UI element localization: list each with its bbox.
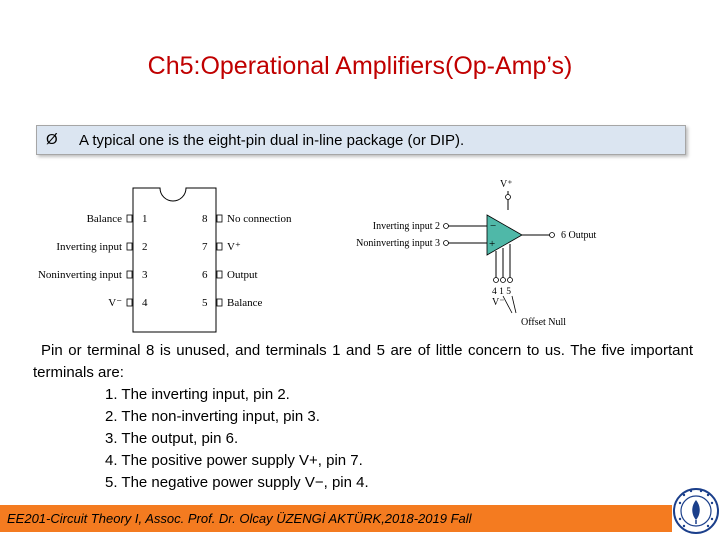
dip-pin-number-3: 3 xyxy=(142,269,148,281)
callout-box xyxy=(36,125,686,155)
opamp-minus-sign: − xyxy=(490,220,497,232)
opamp-vplus-label: V⁺ xyxy=(500,179,513,190)
body-paragraph: Pin or terminal 8 is unused, and terminals 1 and 5 are of little concern to us. The five important terminals are: xyxy=(33,342,693,381)
arrow-bullet-icon: Ø xyxy=(46,131,58,148)
body-text xyxy=(33,340,693,494)
dip-pin-2 xyxy=(127,243,132,250)
dip-pin-3 xyxy=(127,271,132,278)
dip-right-label-8: No connection xyxy=(227,213,292,225)
opamp-inverting-label: Inverting input 2 xyxy=(372,221,440,232)
pin-list-item-5: 5. The negative power supply V−, pin 4. xyxy=(105,474,369,491)
dip-pin-number-7: 7 xyxy=(202,241,208,253)
opamp-symbol-diagram xyxy=(340,175,610,335)
dip-left-label-1: Balance xyxy=(86,213,122,225)
dip-right-label-7: V⁺ xyxy=(227,241,241,253)
dip-pin-number-4: 4 xyxy=(142,297,148,309)
dip-left-label-3: Noninverting input xyxy=(37,269,122,281)
dip-pin-1 xyxy=(127,215,132,222)
dip-left-label-2: Inverting input xyxy=(56,241,122,253)
opamp-noninverting-label: Noninverting input 3 xyxy=(356,238,440,249)
dip-package-diagram xyxy=(20,180,330,340)
pin-list-item-2: 2. The non-inverting input, pin 3. xyxy=(105,408,320,425)
callout-text: A typical one is the eight-pin dual in-line package (or DIP). xyxy=(79,132,465,149)
opamp-bottom-pins: 4 1 5 xyxy=(492,287,511,297)
footer-bar xyxy=(0,505,672,532)
dip-pin-8 xyxy=(217,215,222,222)
slide-title: Ch5:Operational Amplifiers(Op-Amp’s) xyxy=(147,52,573,80)
dip-pin-7 xyxy=(217,243,222,250)
opamp-plus-sign: + xyxy=(489,238,496,250)
footer-text: EE201-Circuit Theory I, Assoc. Prof. Dr. Olcay ÜZENGİ AKTÜRK,2018-2019 Fall xyxy=(7,511,472,526)
opamp-vminus-label: V⁻ xyxy=(492,297,505,308)
dip-pin-4 xyxy=(127,299,132,306)
opamp-output-label: 6 Output xyxy=(561,230,597,241)
opamp-offset-null-label: Offset Null xyxy=(521,317,567,328)
dip-pin-number-5: 5 xyxy=(202,297,208,309)
dip-right-label-5: Balance xyxy=(227,297,263,309)
dip-pin-number-8: 8 xyxy=(202,213,208,225)
pin-list-item-3: 3. The output, pin 6. xyxy=(105,430,239,447)
dip-pin-number-2: 2 xyxy=(142,241,148,253)
dip-pin-5 xyxy=(217,299,222,306)
dip-left-label-4: V⁻ xyxy=(108,297,122,309)
university-logo-icon xyxy=(672,483,720,537)
dip-pin-6 xyxy=(217,271,222,278)
pin-list-item-1: 1. The inverting input, pin 2. xyxy=(105,386,290,403)
dip-right-label-6: Output xyxy=(227,269,258,281)
dip-pin-number-1: 1 xyxy=(142,213,148,225)
dip-pin-number-6: 6 xyxy=(202,269,208,281)
pin-list-item-4: 4. The positive power supply V+, pin 7. xyxy=(105,452,363,469)
